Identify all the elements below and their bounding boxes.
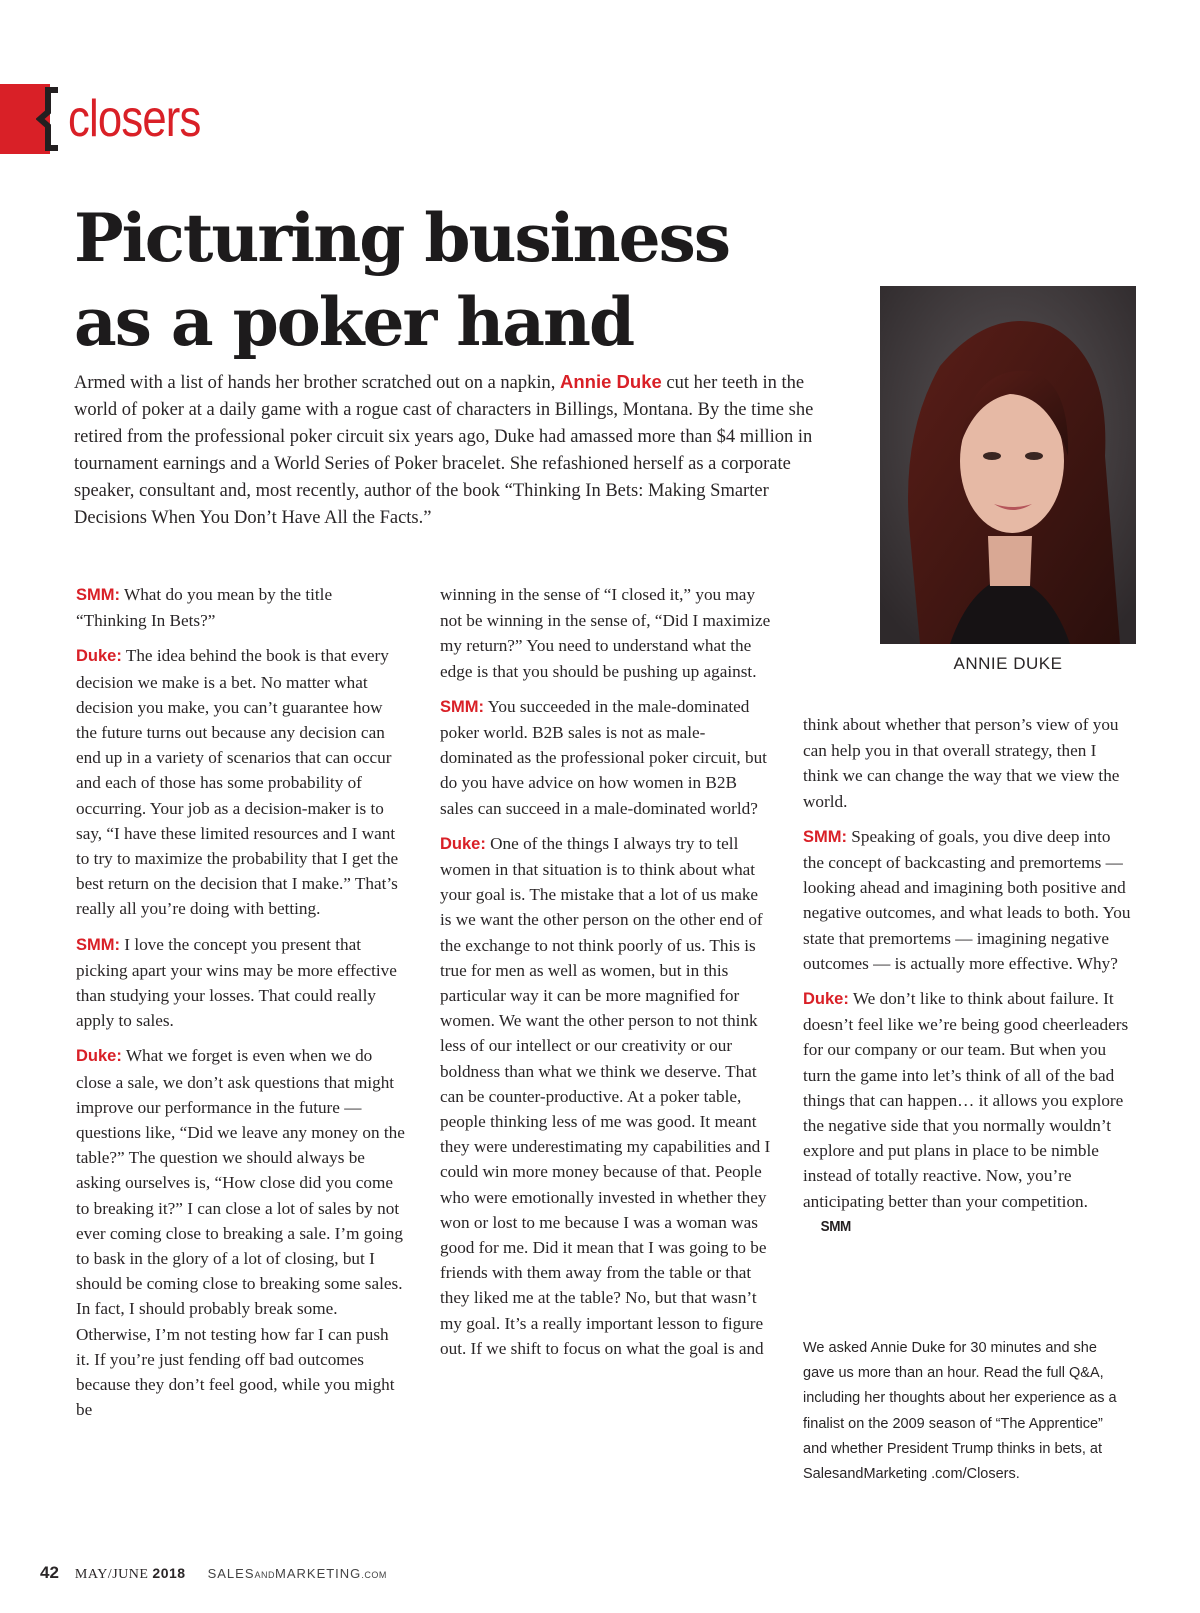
speaker-label: Duke:: [440, 834, 486, 853]
end-mark: SMM: [820, 1217, 851, 1235]
site-name: [208, 1566, 387, 1581]
lead-text-after: cut her teeth in the world of poker at a daily game with a rogue cast of characters in Billings, Montana. By the time she retired from the professional poker circuit six years ago, Duke had amassed more than $4 million in tournament earnings and a World Series of Poker bracelet. She refashioned herself as a corporate speaker, consultant and, most recently, author of the book “Thinking In Bets: Making Smarter Decisions When You Don’t Have All the Facts.”: [74, 373, 814, 528]
site-part-2: AND: [254, 1570, 276, 1580]
site-part-4: .COM: [361, 1570, 387, 1580]
paragraph-text: What do you mean by the title “Thinking In Bets?”: [76, 585, 333, 631]
paragraph-text: We don’t like to think about failure. It doesn’t feel like we’re being good cheerleaders for our company or our team. But when you turn the game into let’s think of all of the bad things that can happen… it allows you explore the negative side that you normally wouldn’t explore and put plans in place to be nimble instead of totally reactive. Now, you’re anticipating better than your competition.: [803, 989, 1129, 1211]
qa-paragraph: [803, 986, 1133, 1239]
site-part-1: SALES: [207, 1566, 255, 1581]
paragraph-text: winning in the sense of “I closed it,” you may not be winning in the sense of, “Did I maximize my return?” You need to understand what the edge is that you should be pushing up against.: [440, 585, 771, 681]
paragraph-text: You succeeded in the male-dominated poker world. B2B sales is not as male-dominated as the professional poker circuit, but do you have advice on how women in B2B sales can succeed in a male-dominated world?: [440, 696, 767, 818]
lead-name: Annie Duke: [560, 371, 662, 392]
site-part-3: MARKETING: [275, 1566, 362, 1581]
speaker-label: SMM:: [76, 586, 120, 604]
qa-paragraph: [803, 712, 1133, 814]
headline: [74, 196, 874, 364]
issue-year: 2018: [152, 1565, 186, 1581]
paragraph-text: think about whether that person’s view of you can help you in that overall strategy, then I think we can change the way that we view the world.: [803, 715, 1120, 811]
lead-paragraph: [74, 368, 834, 532]
speaker-label: Duke:: [76, 1047, 122, 1066]
paragraph-text: What we forget is even when we do close a sale, we don’t ask questions that might improve our performance in the future — questions like, “Did we leave any money on the table?” The question we should always be asking ourselves is, “How close did you come to breaking it?” I can close a lot of sales by not ever coming close to breaking a sale. I’m going to bask in the glory of a lot of closing, but I should be coming close to breaking some sales. In fact, I should probably break some. Otherwise, I’m not testing how far I can push it. If you’re just fending off bad outcomes because they don’t feel good, while you might be: [76, 1046, 405, 1420]
qa-paragraph: [803, 824, 1133, 976]
qa-paragraph: [440, 694, 772, 821]
portrait-illustration: [880, 286, 1136, 644]
speaker-label: SMM:: [803, 827, 847, 846]
issue-date: [75, 1565, 186, 1583]
qa-paragraph: [440, 831, 772, 1361]
sidenote: We asked Annie Duke for 30 minutes and she gave us more than an hour. Read the full Q&A, including her thoughts about her experience as a finalist on the 2009 season of “The Apprentice” and whether President Trump thinks in bets, at SalesandMarketing .com/Closers.: [803, 1340, 1117, 1483]
speaker-label: SMM:: [440, 697, 484, 716]
issue-month: MAY/JUNE: [74, 1567, 149, 1582]
bracket-icon: [36, 84, 62, 154]
paragraph-text: I love the concept you present that picking apart your wins may be more effective than studying your losses. That could really apply to sales.: [76, 934, 397, 1031]
speaker-label: Duke:: [803, 990, 849, 1009]
lead-text-before: Armed with a list of hands her brother scratched out on a napkin,: [74, 373, 561, 393]
page-footer: [40, 1563, 387, 1587]
section-label: closers: [68, 90, 201, 148]
portrait-photo: [880, 286, 1136, 644]
qa-paragraph: [76, 932, 406, 1034]
paragraph-text: One of the things I always try to tell women in that situation is to think about what your goal is. The mistake that a lot of us make is we want the other person on the other end of the exchange to not think poorly of us. This is true for men as well as women, but in this particular way it can be more magnified for women. We want the other person to not think less of our intellect or our creativity or our boldness than what we think we deserve. That can be counter-productive. At a poker table, people thinking less of me was good. It meant they were underestimating my capabilities and I could win more money because of that. People who were emotionally invested in whether they won or lost to me because I was a woman was good for me. Did it mean that I was going to be friends with them away from the table or that they liked me at the table? No, but that wasn’t my goal. It’s a really important lesson to figure out. If we shift to focus on what the goal is and: [440, 833, 771, 1358]
paragraph-text: The idea behind the book is that every decision we make is a bet. No matter what decision you make, you can’t guarantee how the future turns out because any decision can end up in a variety of scenarios that can occur and each of those has some probability of occurring. Your job as a decision-maker is to say, “I have these limited resources and I want to try to maximize the probability that I get the best return on the decision that I make.” That’s really all you’re doing with betting.: [76, 646, 399, 919]
qa-paragraph: [76, 1043, 406, 1422]
speaker-label: SMM:: [76, 935, 120, 954]
article-column-1: [76, 582, 406, 1433]
qa-paragraph: [76, 582, 406, 633]
paragraph-text: Speaking of goals, you dive deep into the concept of backcasting and premortems — looking ahead and imagining both positive and negative outcomes, and what leads to both. You state that premortems — imagining negative outcomes — is actually more effective. Why?: [803, 826, 1131, 973]
headline-line-2: as a poker hand: [74, 283, 634, 361]
article-column-3: [803, 712, 1133, 1249]
qa-paragraph: [76, 643, 406, 921]
page-number: 42: [40, 1563, 59, 1582]
headline-line-1: Picturing business: [74, 199, 729, 277]
photo-caption: ANNIE DUKE: [953, 654, 1063, 673]
qa-paragraph: [440, 582, 772, 684]
article-column-2: [440, 582, 772, 1371]
speaker-label: Duke:: [76, 647, 122, 666]
